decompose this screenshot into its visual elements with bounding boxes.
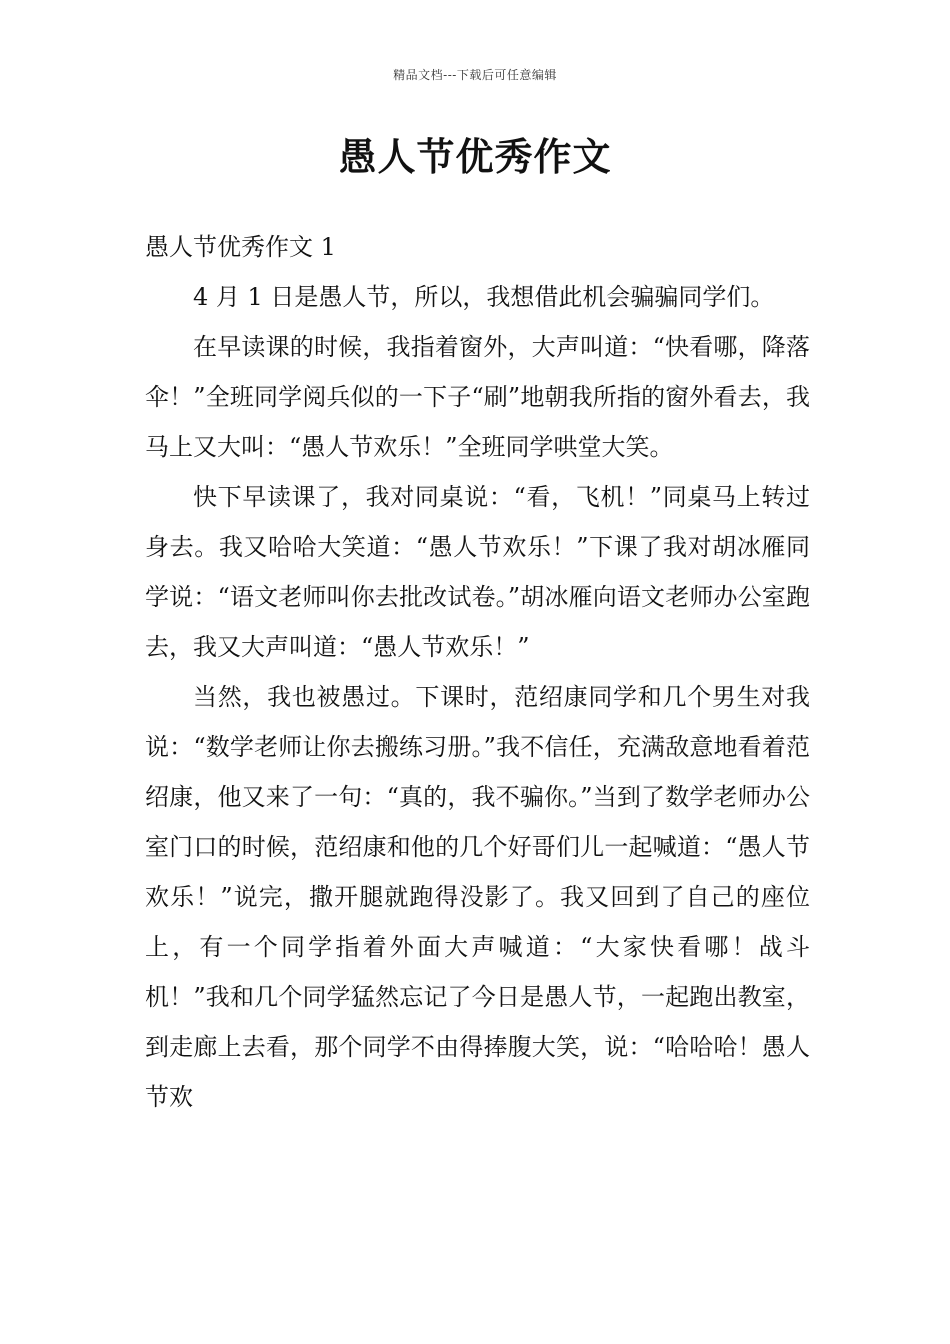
section-heading: 愚人节优秀作文 1 <box>145 233 336 261</box>
document-body <box>145 222 810 1122</box>
paragraph-3: 快下早读课了，我对同桌说：“看，飞机！”同桌马上转过身去。我又哈哈大笑道：“愚人节欢乐！”下课了我对胡冰雁同学说：“语文老师叫你去批改试卷。”胡冰雁向语文老师办公室跑去，我又大声叫道：“愚人节欢乐！” <box>145 483 810 661</box>
paragraph-1: 4 月 1 日是愚人节，所以，我想借此机会骗骗同学们。 <box>193 283 775 311</box>
header-note: 精品文档---下载后可任意编辑 <box>393 68 557 82</box>
page-title: 愚人节优秀作文 <box>338 134 612 179</box>
paragraph-2: 在早读课的时候，我指着窗外，大声叫道：“快看哪，降落伞！”全班同学阅兵似的一下子“刷”地朝我所指的窗外看去，我马上又大叫：“愚人节欢乐！”全班同学哄堂大笑。 <box>145 333 810 461</box>
paragraph-4: 当然，我也被愚过。下课时，范绍康同学和几个男生对我说：“数学老师让你去搬练习册。”我不信任，充满敌意地看着范绍康，他又来了一句：“真的，我不骗你。”当到了数学老师办公室门口的时候，范绍康和他的几个好哥们儿一起喊道：“愚人节欢乐！”说完，撒开腿就跑得没影了。我又回到了自己的座位上，有一个同学指着外面大声喊道：“大家快看哪！战斗机！”我和几个同学猛然忘记了今日是愚人节，一起跑出教室，到走廊上去看，那个同学不由得捧腹大笑，说：“哈哈哈！愚人节欢 <box>145 683 810 1111</box>
